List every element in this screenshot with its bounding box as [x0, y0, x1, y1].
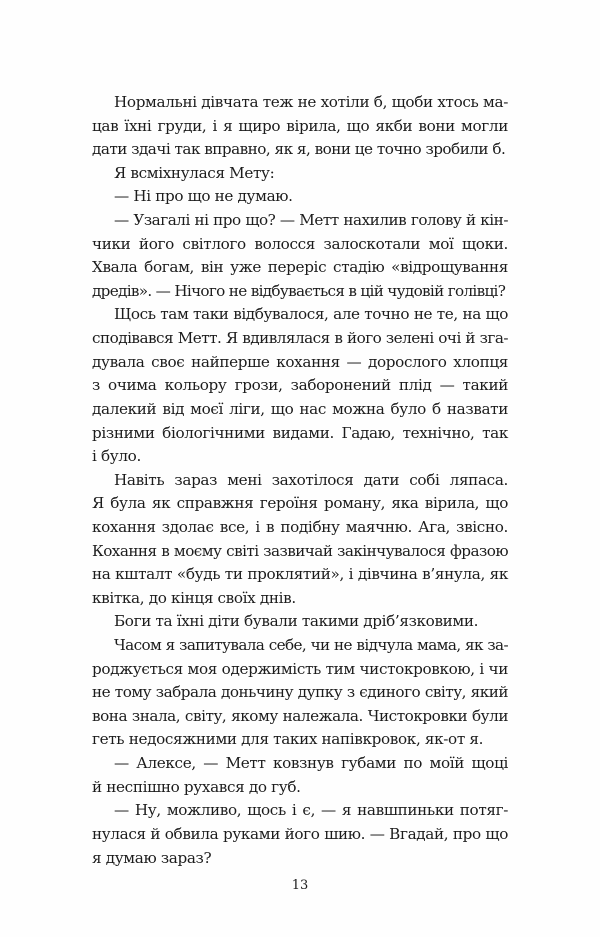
page-number: 13 [291, 878, 309, 893]
text-line: квітка, до кінця своїх днів. [92, 588, 296, 607]
text-line: сподівався Метт. Я вдивлялася в його зелені очі й зга- [92, 329, 508, 348]
text-line: — Узагалі ні про що? — Метт нахилив голову й кін- [114, 211, 508, 230]
text-line: дати здачі так вправно, як я, вони це точно зробили б. [92, 140, 506, 159]
text-line: і було. [92, 447, 141, 466]
text-line: Нормальні дівчата теж не хотіли б, щоби хтось ма- [114, 93, 508, 111]
text-line: — Ні про що не думаю. [114, 187, 293, 206]
text-line: різними біологічними видами. Гадаю, технічно, так [92, 423, 508, 442]
text-line: Навіть зараз мені захотілося дати собі ляпаса. [114, 470, 508, 489]
text-line: Я була як справжня героїня роману, яка вірила, що [92, 494, 508, 513]
text-line: я думаю зараз? [92, 848, 212, 867]
text-line: Часом я запитувала себе, чи не відчула мама, як за- [114, 636, 508, 655]
text-line: далекий від моєї ліги, що нас можна було б назвати [92, 399, 508, 418]
text-line: й неспішно рухався до губ. [92, 777, 301, 796]
text-line: Хвала богам, він уже переріс стадію «відрощування [92, 258, 508, 277]
text-line: Кохання в моєму світі зазвичай закінчувалося фразою [92, 541, 508, 560]
text-line: Боги та їхні діти бували такими дріб’язковими. [114, 612, 479, 631]
text-line: Щось там таки відбувалося, але точно не те, на що [114, 305, 508, 324]
text-line: — Алексе, — Метт ковзнув губами по моїй щоці [114, 754, 508, 773]
body-text [92, 91, 508, 870]
text-line: кохання здолає все, і в подібну маячню. Ага, звісно. [92, 517, 508, 536]
text-line: — Ну, можливо, щось і є, — я навшпиньки потяг- [114, 801, 508, 820]
text-line: дредів». — Нічого не відбувається в цій чудовій голівці? [92, 281, 506, 300]
text-line: нулася й обвила руками його шию. — Вгадай, про що [92, 824, 508, 843]
text-line: цав їхні груди, і я щиро вірила, що якби вони могли [92, 116, 508, 135]
text-line: вона знала, світу, якому належала. Чистокровки були [92, 706, 508, 725]
text-line: геть недосяжними для таких напівкровок, як-от я. [92, 730, 484, 749]
text-line: роджується моя одержимість тим чистокровкою, і чи [92, 659, 508, 678]
text-line: дувала своє найперше кохання — дорослого хлопця [92, 352, 508, 371]
text-line: Я всміхнулася Мету: [114, 163, 275, 182]
text-line: чики його світлого волосся залоскотали мої щоки. [92, 234, 508, 253]
text-line: на кшталт «будь ти проклятий», і дівчина в’янула, як [92, 565, 508, 584]
text-line: не тому забрала доньчину дупку з єдиного світу, який [92, 683, 508, 702]
text-line: з очима кольору грози, заборонений плід — такий [92, 376, 508, 395]
